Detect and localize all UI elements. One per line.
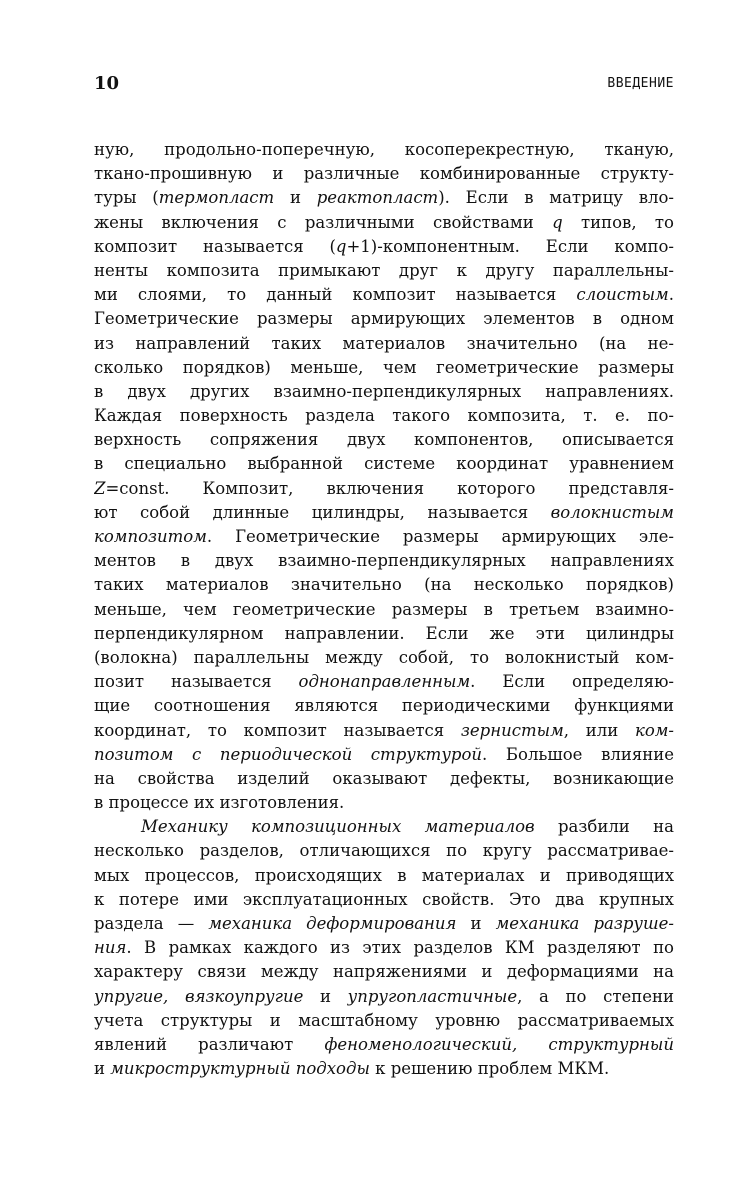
text-line xyxy=(94,428,674,452)
text-run: из направлений таких материалов значительно (на не- xyxy=(94,333,674,353)
text-line xyxy=(94,452,674,476)
text-line xyxy=(94,743,674,767)
text-line xyxy=(94,380,674,404)
text-line xyxy=(94,936,674,960)
text-run: в процессе их изготовления. xyxy=(94,793,345,813)
text-run: и xyxy=(274,188,317,208)
italic-term: q xyxy=(335,236,347,256)
page-number: 10 xyxy=(94,73,120,94)
text-run: щие соотношения являются периодическими функциями xyxy=(94,696,674,716)
text-run: несколько разделов, отличающихся по кругу рассматривае- xyxy=(94,841,674,861)
text-line xyxy=(94,670,674,694)
text-run: , а по степени xyxy=(517,986,674,1006)
text-line xyxy=(94,960,674,984)
text-run: перпендикулярном направлении. Если же эти цилиндры xyxy=(94,623,674,643)
text-run: Каждая поверхность раздела такого композита, т. е. по- xyxy=(94,406,674,426)
text-line xyxy=(94,332,674,356)
italic-term: однонаправленным xyxy=(298,672,471,692)
text-run: сколько порядков) меньше, чем геометрические размеры xyxy=(94,357,674,377)
italic-term: микроструктурный подходы xyxy=(110,1059,370,1079)
text-run: верхность сопряжения двух компонентов, описывается xyxy=(94,430,674,450)
text-run: . В рамках каждого из этих разделов КМ разделяют по xyxy=(126,938,674,958)
italic-term: слоистым xyxy=(576,285,669,305)
text-run: , или xyxy=(563,720,635,740)
text-run: типов, то xyxy=(562,212,674,232)
italic-term: механика деформирования xyxy=(208,914,457,933)
text-line xyxy=(94,283,674,307)
text-line xyxy=(94,694,674,718)
text-line xyxy=(94,356,674,380)
text-run: ненты композита примыкают друг к другу параллельны- xyxy=(94,260,674,280)
text-line xyxy=(94,211,674,235)
text-run: (волокна) параллельны между собой, то волокнистый ком- xyxy=(94,647,674,667)
text-run: . Если определяю- xyxy=(470,672,674,692)
italic-term: упругие, вязкоупругие xyxy=(94,986,304,1006)
text-line xyxy=(94,186,674,210)
italic-term: механика разруше- xyxy=(495,914,674,933)
text-run: таких материалов значительно (на несколько порядков) xyxy=(94,575,674,595)
text-line xyxy=(94,138,674,162)
text-run: . Геометрические размеры армирующих эле- xyxy=(206,527,674,546)
text-run: ). Если в матрицу вло- xyxy=(438,188,674,208)
running-head: ВВЕДЕНИЕ xyxy=(607,76,674,91)
text-run: ткано-прошивную и различные комбинированные структу- xyxy=(94,164,674,184)
text-run: ют собой длинные цилиндры, называется xyxy=(94,502,551,522)
text-line xyxy=(94,525,674,549)
text-run: и xyxy=(303,986,348,1006)
text-line xyxy=(94,888,674,912)
text-line xyxy=(94,1057,674,1081)
text-run: =const. Композит, включения которого представля- xyxy=(105,478,674,498)
text-run: в специально выбранной системе координат уравнением xyxy=(94,454,674,474)
text-line xyxy=(94,235,674,259)
text-line xyxy=(94,767,674,791)
text-run: явлений различают xyxy=(94,1034,325,1054)
italic-term: ком- xyxy=(634,720,674,740)
italic-term: Механику композиционных материалов xyxy=(141,817,535,837)
text-run: к потере ими эксплуатационных свойств. Это два крупных xyxy=(94,889,674,909)
text-line xyxy=(94,1009,674,1033)
italic-term: позитом с периодической структурой xyxy=(94,744,483,764)
text-run: раздела — xyxy=(94,914,209,933)
text-line xyxy=(94,162,674,186)
text-run: ми слоями, то данный композит называется xyxy=(94,285,577,305)
text-line xyxy=(94,549,674,573)
text-line xyxy=(94,501,674,525)
text-line xyxy=(94,404,674,428)
paragraph-1 xyxy=(94,138,674,815)
text-line xyxy=(94,573,674,597)
text-line xyxy=(94,912,674,936)
text-line xyxy=(94,1033,674,1057)
italic-term: феноменологический, структурный xyxy=(324,1034,674,1054)
text-line xyxy=(94,477,674,501)
text-run: учета структуры и масштабному уровню рассматриваемых xyxy=(94,1010,674,1030)
text-run: мых процессов, происходящих в материалах и приводящих xyxy=(94,865,674,885)
text-line xyxy=(94,598,674,622)
italic-term: Z xyxy=(94,478,106,498)
italic-term: термопласт xyxy=(158,188,275,208)
text-run: разбили на xyxy=(534,817,674,837)
italic-term: зернистым xyxy=(460,720,564,740)
italic-term: волокнистым xyxy=(550,502,674,522)
italic-term: реактопласт xyxy=(316,188,439,208)
text-line xyxy=(94,307,674,331)
text-run: меньше, чем геометрические размеры в третьем взаимно- xyxy=(94,599,674,619)
text-line xyxy=(94,622,674,646)
italic-term: упругопластичные xyxy=(347,986,518,1006)
text-run: . xyxy=(668,285,674,305)
italic-term: q xyxy=(552,212,563,232)
text-run: композит называется ( xyxy=(94,236,336,256)
text-run: и xyxy=(94,1059,111,1079)
text-line xyxy=(94,259,674,283)
text-line xyxy=(94,719,674,743)
text-run: характеру связи между напряжениями и деформациями на xyxy=(94,962,674,982)
text-run: ную, продольно-поперечную, косоперекрестную, тканую, xyxy=(94,140,674,159)
body-text xyxy=(94,138,674,1081)
text-line xyxy=(94,815,674,839)
text-run: координат, то композит называется xyxy=(94,720,461,740)
text-run: туры ( xyxy=(94,188,159,208)
page-header xyxy=(94,73,674,97)
italic-term: ния xyxy=(94,938,127,958)
text-run: +1)-компонентным. Если компо- xyxy=(346,236,674,256)
text-run: . Большое влияние xyxy=(482,744,674,764)
text-run: ментов в двух взаимно-перпендикулярных направлениях xyxy=(94,551,674,571)
text-run: и xyxy=(456,914,496,933)
text-run: позит называется xyxy=(94,672,299,692)
text-line xyxy=(94,864,674,888)
paragraph-2 xyxy=(94,815,674,1081)
text-run: Геометрические размеры армирующих элементов в одном xyxy=(94,309,674,329)
text-line xyxy=(94,646,674,670)
text-run: к решению проблем МКМ. xyxy=(369,1059,610,1079)
text-run: жены включения с различными свойствами xyxy=(94,212,553,232)
text-run: на свойства изделий оказывают дефекты, возникающие xyxy=(94,768,674,788)
text-line xyxy=(94,985,674,1009)
italic-term: композитом xyxy=(94,527,207,546)
text-line xyxy=(94,839,674,863)
text-run: в двух других взаимно-перпендикулярных направлениях. xyxy=(94,381,674,401)
text-line xyxy=(94,791,674,815)
